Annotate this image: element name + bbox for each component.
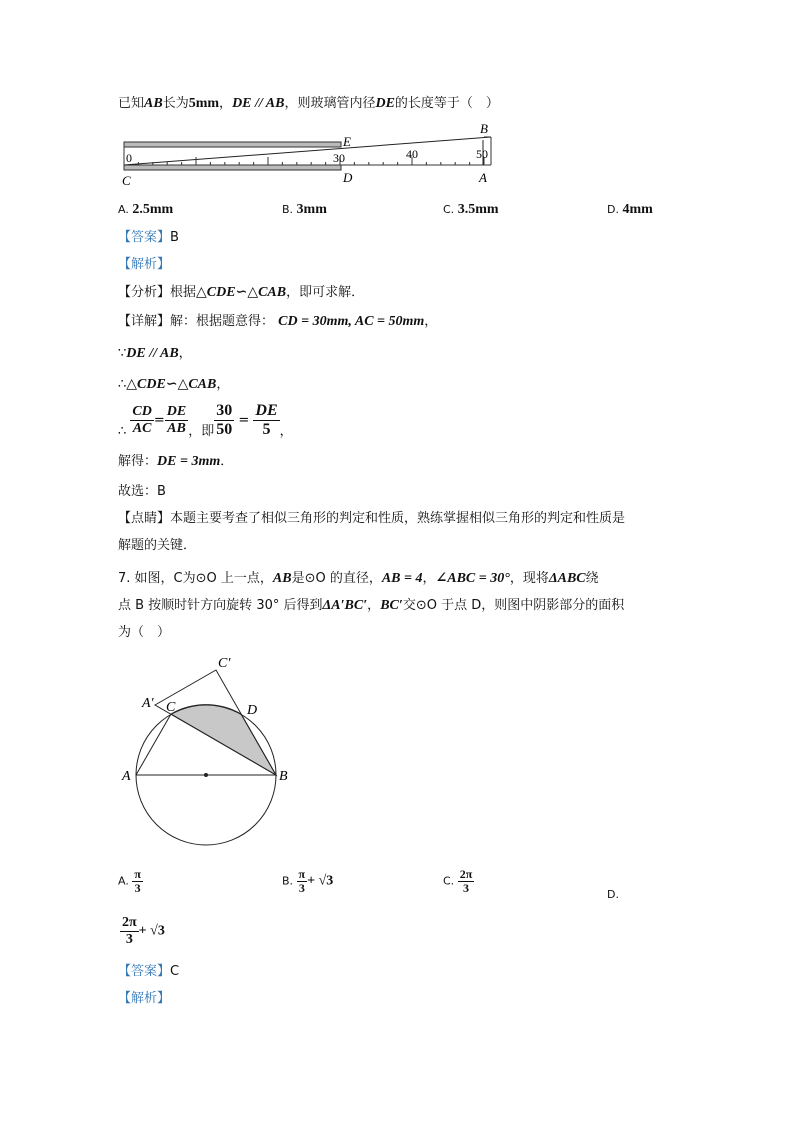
q6-dianjing-line2: 解题的关键． — [118, 538, 197, 553]
q6-solve — [118, 453, 233, 471]
q7-answer — [118, 963, 179, 981]
text: ， — [219, 96, 233, 111]
point-label: A — [479, 170, 487, 185]
text: ， — [422, 571, 436, 586]
math: ΔA′BC′ — [322, 598, 368, 613]
equals: = — [153, 413, 165, 428]
point-label: A — [122, 769, 131, 784]
numerator: π — [134, 867, 141, 881]
tick-label: 40 — [406, 147, 418, 161]
denominator: 3 — [134, 881, 141, 895]
denominator: 3 — [462, 881, 469, 895]
text: 7. 如图，C为⊙O 上一点， — [118, 571, 273, 586]
point-label: D — [247, 703, 258, 718]
math: DE // AB — [126, 346, 179, 361]
math: AB — [144, 96, 163, 111]
numerator: 2π — [122, 915, 137, 930]
numerator: π — [298, 867, 306, 881]
math: △CDE∽△CAB — [126, 377, 217, 392]
numerator: DE — [255, 402, 278, 419]
text: ． — [220, 454, 234, 469]
numerator: CD — [132, 404, 152, 419]
denominator: 3 — [125, 932, 133, 947]
option-value: 3mm — [296, 202, 327, 217]
text: 的长度等于（ ） — [394, 96, 499, 111]
q7-line1 — [118, 570, 599, 588]
label: 【详解】 — [118, 314, 171, 329]
fraction — [165, 404, 188, 437]
text: ，即可求解． — [286, 285, 365, 300]
math: + √3 — [307, 873, 334, 889]
q7-line3: 为（ ） — [118, 625, 171, 640]
q6-xiangjie — [118, 313, 437, 331]
text: ，现将 — [509, 571, 549, 586]
text: ， — [367, 598, 381, 613]
therefore-symbol: ∴ — [118, 424, 127, 439]
point-label: C — [122, 173, 131, 188]
math: AB — [272, 571, 292, 586]
point-label: C′ — [218, 656, 231, 671]
q6-dianjing — [118, 510, 625, 528]
answer-value: B — [170, 230, 179, 245]
text: ，即 — [188, 424, 215, 439]
numerator: DE — [166, 404, 187, 419]
q6-therefore1 — [118, 376, 229, 394]
denominator: 3 — [298, 881, 305, 895]
math: + √3 — [138, 923, 165, 939]
point-label: B — [480, 121, 488, 136]
q6-option-a[interactable] — [118, 202, 173, 218]
analysis-label: 【解析】 — [118, 257, 171, 272]
math: ΔABC — [548, 571, 586, 586]
math: 5mm — [188, 96, 220, 111]
text: ， — [178, 346, 192, 361]
q7-line2 — [118, 597, 624, 615]
math: AB = 4 — [381, 571, 423, 586]
math: △CDE∽△CAB — [196, 285, 287, 300]
option-letter: A. — [118, 874, 129, 888]
q6-choose: 故选：B — [118, 484, 166, 499]
q7-option-c[interactable] — [443, 868, 474, 895]
option-letter: D. — [607, 203, 619, 216]
option-letter: C. — [443, 874, 455, 888]
text: 本题主要考查了相似三角形的判定和性质，熟练掌握相似三角形的判定和性质是 — [170, 511, 626, 526]
text: ，则玻璃管内径 — [284, 96, 376, 111]
point-label: C — [166, 700, 176, 715]
q6-answer — [118, 229, 179, 247]
q6-option-c[interactable] — [443, 202, 499, 218]
text: ， — [216, 377, 230, 392]
math: BC′ — [380, 598, 403, 613]
q7-option-d[interactable] — [607, 888, 619, 901]
answer-label: 【答案】 — [118, 964, 171, 979]
point-label: A′ — [142, 696, 154, 711]
text: 绕 — [585, 571, 599, 586]
numerator: 30 — [216, 402, 233, 419]
option-value: 2.5mm — [132, 202, 174, 217]
text: 交⊙O 于点 D，则图中阴影部分的面积 — [402, 598, 625, 613]
math: CD = 30mm, AC = 50mm — [278, 314, 425, 329]
text: ， — [279, 424, 293, 439]
math: ∠ABC = 30° — [435, 571, 510, 586]
fraction — [214, 402, 234, 439]
denominator: AC — [132, 421, 152, 436]
answer-value: C — [170, 964, 180, 979]
tick-label: 50 — [476, 147, 488, 161]
math: DE // AB — [232, 96, 285, 111]
text: 根据 — [170, 285, 197, 300]
option-letter: A. — [118, 203, 129, 216]
option-letter: B. — [282, 874, 294, 888]
text: 解：根据题意得： — [170, 314, 275, 329]
math: DE — [375, 96, 395, 111]
option-letter: D. — [607, 888, 619, 901]
q6-fenxi — [118, 284, 364, 302]
q6-option-d[interactable] — [607, 202, 653, 218]
option-value: 4mm — [622, 202, 653, 217]
point-label: D — [343, 170, 353, 185]
option-value: 3.5mm — [457, 202, 499, 217]
text: 解得： — [118, 454, 158, 469]
tick-label: 30 — [333, 151, 345, 165]
ruler-figure — [110, 118, 510, 190]
answer-label: 【答案】 — [118, 230, 171, 245]
q6-option-b[interactable] — [282, 202, 327, 218]
text: 是⊙O 的直径， — [291, 571, 382, 586]
option-letter: C. — [443, 203, 455, 216]
text: 点 B 按顺时针方向旋转 30° 后得到 — [118, 598, 323, 613]
denominator: 50 — [216, 421, 233, 438]
circle-figure — [120, 645, 300, 855]
q6-therefore2: ∴ $\frac{CD}{AC}$ = $\frac{DE}{AB}$ ，即 $\frac{30}{50}$ = $\frac{DE}{5}$ ， — [118, 402, 293, 439]
fraction — [253, 402, 279, 439]
fraction — [130, 404, 153, 437]
analysis-label: 【解析】 — [118, 991, 171, 1006]
q6-because — [118, 345, 192, 363]
text: ， — [424, 314, 438, 329]
label: 【点睛】 — [118, 511, 171, 526]
text: 长为 — [162, 96, 189, 111]
q7-option-a[interactable] — [118, 868, 143, 895]
q7-option-b[interactable] — [282, 868, 333, 895]
numerator: 2π — [459, 867, 473, 881]
point-label: E — [343, 134, 351, 149]
point-label: B — [279, 769, 288, 784]
denominator: AB — [167, 421, 186, 436]
label: 【分析】 — [118, 285, 171, 300]
math: DE = 3mm — [157, 454, 221, 469]
denominator: 5 — [262, 421, 271, 438]
text: 已知 — [118, 96, 145, 111]
tick-label: 0 — [126, 151, 132, 165]
q6-stem — [118, 95, 499, 113]
option-letter: B. — [282, 203, 294, 216]
because-symbol: ∵ — [118, 346, 127, 361]
q7-option-d-value[interactable] — [120, 915, 165, 948]
therefore-symbol: ∴ — [118, 377, 127, 392]
